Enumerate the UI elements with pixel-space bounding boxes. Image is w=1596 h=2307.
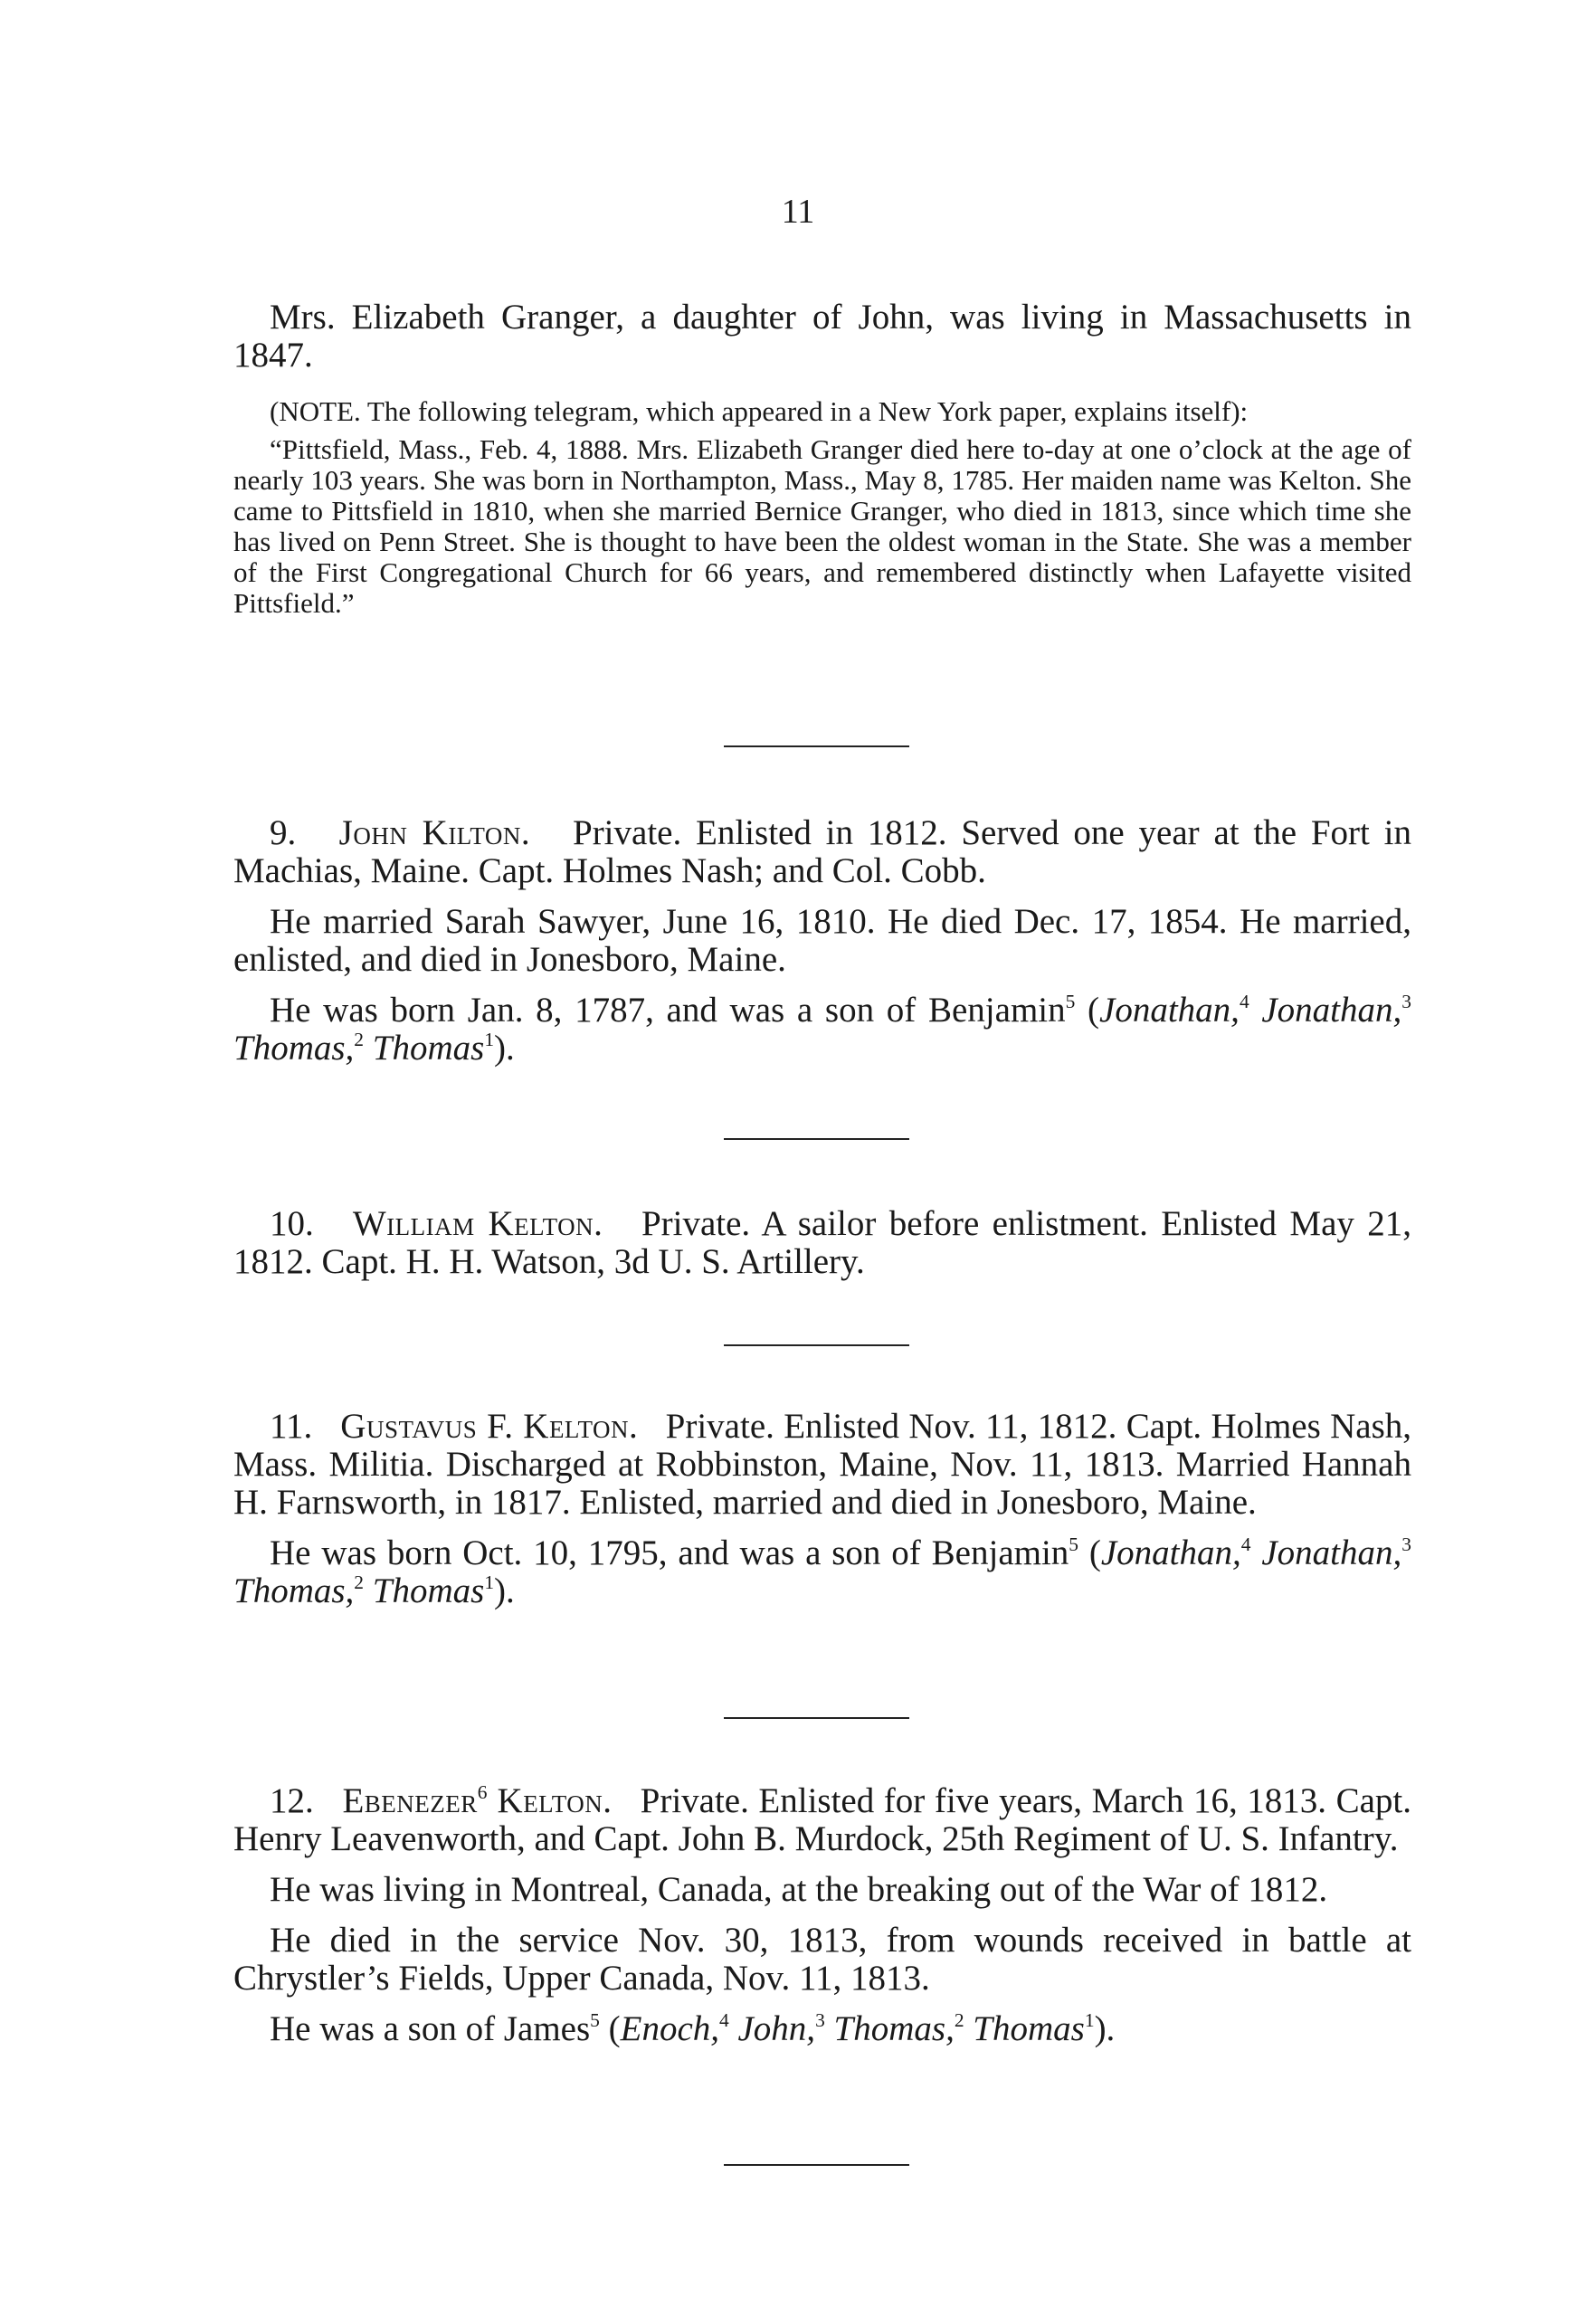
ancestor-name: Jonathan, [1100,1533,1241,1572]
ancestor-name: Jonathan, [1099,991,1240,1030]
generation-number: 5 [1065,991,1076,1012]
intro-block [233,299,1411,375]
entry-service: Private. Enlisted in 1812. Served one year at the Fort in Machias, Maine. Capt. Holmes Nash; and Col. Cobb. [233,813,1412,890]
entry-heading-paragraph [233,814,1411,890]
ancestor-name: Thomas [372,1571,485,1610]
generation-number: 2 [954,2009,964,2031]
generation-number: 1 [484,1571,495,1593]
entry-name: John Kilton [338,813,521,852]
generation-number: 3 [1401,1533,1411,1555]
section-divider [724,1138,909,1140]
section-divider [724,1344,909,1346]
ancestor-name: Jonathan, [1261,991,1402,1030]
entry-10 [233,1205,1411,1281]
intro-paragraph: Mrs. Elizabeth Granger, a daughter of John, was living in Massachusetts in 1847. [233,298,1411,375]
entry-service: Private. A sailor before enlistment. Enlisted May 21, 1812. Capt. H. H. Watson, 3d U. S. Artillery. [233,1204,1411,1281]
ancestor-name: Thomas, [233,1571,355,1610]
entry-9 [233,814,1411,1068]
section-divider [724,2164,909,2166]
lineage-open: ( [1078,1533,1101,1572]
lineage-open: ( [1075,991,1100,1030]
ancestor-name: Thomas, [833,2009,955,2048]
entry-heading-paragraph [233,1205,1411,1281]
section-divider [724,745,909,747]
lineage-open: ( [599,2009,621,2048]
entry-lineage [233,992,1411,1068]
generation-number: 1 [484,1029,495,1050]
generation-number: 3 [815,2009,825,2031]
entry-number: 12. [270,1781,314,1820]
ancestor-name: Enoch, [620,2009,720,2048]
lineage-intro: He was born Oct. 10, 1795, and was a son of Benjamin [270,1533,1069,1572]
generation-number: 4 [719,2009,729,2031]
entry-number: 9. [270,813,297,852]
entry-paragraph: He was living in Montreal, Canada, at the breaking out of the War of 1812. [270,1870,1328,1909]
ancestor-name: Thomas [372,1029,485,1068]
lineage-close: ). [494,1029,515,1068]
note-telegram-quote: “Pittsfield, Mass., Feb. 4, 1888. Mrs. Elizabeth Granger died here to-day at one o’clock at the age of nearly 103 years. She was born in Northampton, Mass., May 8, 1785. Her maiden name was Kelton. She came to Pittsfield in 1810, when she married Bernice Granger, who died in 1813, since which time she has lived on Penn Street. She is thought to have been the oldest woman in the State. She was a member of the First Congregational Church for 66 years, and remembered distinctly when Lafayette visited Pittsfield.” [233,433,1411,619]
entry-12 [233,1782,1411,2048]
entry-heading-paragraph [233,1408,1411,1522]
entry-number: 11. [270,1407,313,1446]
ancestor-name: Thomas [973,2009,1085,2048]
entry-lineage [233,1534,1411,1610]
generation-number: 3 [1401,991,1411,1012]
lineage-close: ). [494,1571,515,1610]
lineage-intro: He was born Jan. 8, 1787, and was a son of Benjamin [270,991,1066,1030]
generation-number: 5 [1069,1533,1079,1555]
ancestor-name: Jonathan, [1261,1533,1402,1572]
generation-number: 5 [590,2009,600,2031]
entry-paragraph: He married Sarah Sawyer, June 16, 1810. He died Dec. 17, 1854. He married, enlisted, and died in Jonesboro, Maine. [233,902,1411,979]
entry-service: Private. Enlisted Nov. 11, 1812. Capt. Holmes Nash, Mass. Militia. Discharged at Robbinston, Maine, Nov. 11, 1813. Married Hannah H. Farnsworth, in 1817. Enlisted, married and died in Jonesboro, Maine. [233,1407,1412,1522]
generation-number: 6 [477,1781,488,1803]
entry-name: Gustavus F. Kelton [340,1407,629,1446]
entry-name-period: . [628,1407,638,1446]
entry-service: Private. Enlisted for five years, March 16, 1813. Capt. Henry Leavenworth, and Capt. John B. Murdock, 25th Regiment of U. S. Infantry. [233,1781,1411,1858]
generation-number: 4 [1239,991,1249,1012]
generation-number: 2 [354,1029,365,1050]
note-header: (NOTE. The following telegram, which appeared in a New York paper, explains itself): [270,395,1249,427]
entry-name: Ebenezer [342,1781,478,1820]
page-number: 11 [781,193,815,231]
generation-number: 1 [1084,2009,1095,2031]
note-block [233,396,1411,619]
generation-number: 2 [354,1571,365,1593]
entry-name-period: . [603,1781,612,1820]
entry-11 [233,1408,1411,1610]
section-divider [724,1717,909,1719]
lineage-close: ). [1094,2009,1116,2048]
generation-number: 4 [1240,1533,1251,1555]
entry-lineage [233,2010,1411,2048]
entry-number: 10. [270,1204,314,1243]
entry-name-period: . [520,813,530,852]
ancestor-name: John, [737,2009,816,2048]
ancestor-name: Thomas, [233,1029,355,1068]
entry-paragraph: He died in the service Nov. 30, 1813, from wounds received in battle at Chrystler’s Fields, Upper Canada, Nov. 11, 1813. [233,1921,1411,1998]
entry-name: William Kelton [352,1204,594,1243]
entry-name-period: . [594,1204,603,1243]
entry-surname: Kelton [487,1781,603,1820]
entry-heading-paragraph [233,1782,1411,1858]
lineage-intro: He was a son of James [270,2009,591,2048]
